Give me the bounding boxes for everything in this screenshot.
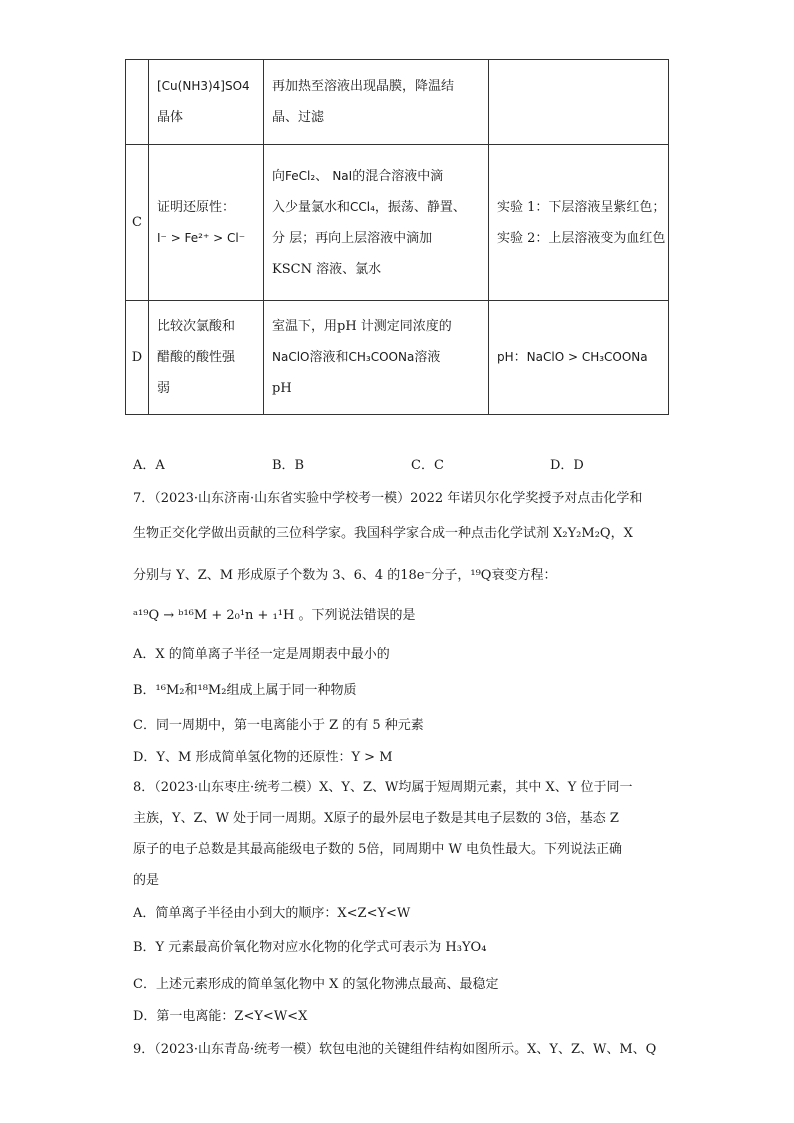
cell-text: 分 层；再向上层溶液中滴加 [272, 230, 433, 246]
table-row [126, 301, 669, 415]
formula: I⁻ > Fe²⁺ > Cl⁻ [157, 230, 246, 245]
q7-option-b[interactable]: B．¹⁶M₂和¹⁸M₂组成上属于同一种物质 [133, 683, 357, 698]
cell-text: 溶液 [414, 350, 441, 365]
cell-text: 晶体 [157, 110, 184, 125]
cell-text: 再加热至溶液出现晶膜，降温结 [272, 79, 455, 94]
q8-option-c[interactable]: C．上述元素形成的简单氢化物中 X 的氢化物沸点最高、最稳定 [133, 977, 499, 992]
options-table [125, 59, 669, 415]
cell-text: ，振荡、静置、 [374, 199, 466, 215]
formula: NaClO [272, 350, 310, 364]
option-c[interactable]: C．C [411, 458, 444, 473]
cell-text: 入少量氯水和 [272, 199, 351, 215]
cell-text: 醋酸的酸性强 [157, 350, 236, 365]
cell-purpose [149, 301, 264, 415]
cell-phenomenon [489, 60, 669, 145]
cell-text: 向 [272, 168, 286, 184]
q8-stem: 主族，Y、Z、W 处于同一周期。X原子的最外层电子数是其电子层数的 3倍，基态 Z [133, 811, 619, 826]
q9-stem: 9．（2023·山东青岛·统考一模）软包电池的关键组件结构如图所示。X、Y、Z、W、M、Q [133, 1042, 657, 1057]
row-label: C [126, 145, 149, 301]
q7-option-c[interactable]: C．同一周期中，第一电离能小于 Z 的有 5 种元素 [133, 718, 424, 733]
cell-text: 室温下，用pH 计测定同浓度的 [272, 319, 452, 334]
cell-operation [264, 301, 489, 415]
cell-text: 晶、过滤 [272, 110, 325, 125]
option-a[interactable]: A．A [133, 458, 165, 473]
table-row [126, 60, 669, 145]
cell-purpose [149, 60, 264, 145]
formula: pH [497, 350, 514, 364]
q8-stem: 的是 [133, 873, 160, 888]
cell-text: KSCN 溶液、氯水 [272, 261, 382, 277]
formula: NaClO > CH₃COONa [526, 350, 648, 364]
formula: CCl₄ [350, 199, 375, 214]
cell-text: 弱 [157, 381, 171, 396]
cell-phenomenon [489, 301, 669, 415]
option-d[interactable]: D．D [550, 458, 584, 473]
q7-stem: 7．（2023·山东济南·山东省实验中学校考一模）2022 年诺贝尔化学奖授予对点击化学和 [133, 491, 643, 506]
q7-option-d[interactable]: D．Y、M 形成简单氢化物的还原性：Y > M [133, 750, 393, 765]
cell-text: 的混合溶液中滴 [352, 168, 444, 184]
q8-option-d[interactable]: D．第一电离能：Z<Y<W<X [133, 1009, 308, 1024]
formula: NaI [332, 168, 353, 183]
cell-operation [264, 60, 489, 145]
formula: CH₃COONa [348, 350, 415, 364]
option-b[interactable]: B．B [272, 458, 305, 473]
cell-text: 比较次氯酸和 [157, 319, 236, 334]
cell-text: pH [272, 381, 292, 396]
cell-line [272, 342, 488, 373]
q8-stem: 原子的电子总数是其最高能级电子数的 5倍，同周期中 W 电负性最大。下列说法正确 [133, 842, 623, 857]
cell-line [272, 192, 488, 223]
cell-text: 实验 1：下层溶液呈紫红色； [497, 199, 666, 215]
cell-line [272, 161, 488, 192]
cell-text: ： [513, 350, 527, 365]
row-label-empty [126, 60, 149, 145]
row-label: D [126, 301, 149, 415]
q7-stem: 生物正交化学做出贡献的三位科学家。我国科学家合成一种点击化学试剂 X₂Y₂M₂Q，X [133, 526, 633, 541]
cell-text: 、 [315, 168, 329, 184]
cell-operation [264, 145, 489, 301]
cell-phenomenon [489, 145, 669, 301]
cell-text: 实验 2：上层溶液变为血红色 [497, 230, 666, 246]
q8-stem: 8．（2023·山东枣庄·统考二模）X、Y、Z、W均属于短周期元素，其中 X、Y 位于同一 [133, 780, 633, 795]
cell-text: 证明还原性： [157, 199, 236, 215]
formula: FeCl₂ [285, 168, 316, 183]
q8-option-b[interactable]: B．Y 元素最高价氧化物对应水化物的化学式可表示为 H₃YO₄ [133, 940, 487, 955]
table-row [126, 145, 669, 301]
formula: [Cu(NH3)4]SO4 [157, 79, 250, 93]
cell-text: 溶液和 [309, 350, 349, 365]
q7-stem: ᵃ¹⁹Q → ᵇ¹⁶M + 2₀¹n + ₁¹H 。下列说法错误的是 [133, 608, 416, 623]
q7-option-a[interactable]: A．X 的简单离子半径一定是周期表中最小的 [133, 647, 390, 662]
q8-option-a[interactable]: A．简单离子半径由小到大的顺序：X<Z<Y<W [133, 906, 411, 921]
q7-stem: 分别与 Y、Z、M 形成原子个数为 3、6、4 的18e⁻分子，¹⁹Q衰变方程： [133, 568, 557, 583]
cell-purpose [149, 145, 264, 301]
